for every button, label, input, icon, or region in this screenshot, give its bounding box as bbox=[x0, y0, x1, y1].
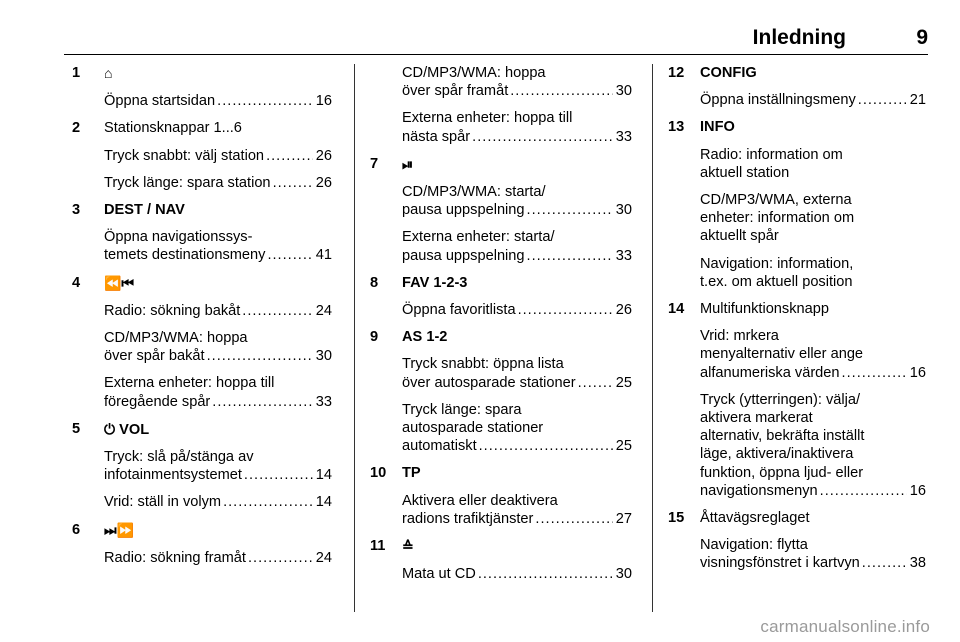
description-line-with-page bbox=[104, 246, 332, 264]
entry-heading bbox=[370, 464, 632, 482]
entry-description bbox=[72, 448, 332, 484]
entry-description bbox=[370, 355, 632, 391]
control-name: FAV 1-2-3 bbox=[402, 274, 468, 291]
dot-leader bbox=[479, 437, 613, 455]
entry-number: 2 bbox=[72, 120, 81, 137]
entry-description bbox=[72, 147, 332, 165]
description-line-with-page bbox=[402, 301, 632, 319]
control-entry bbox=[370, 274, 632, 319]
entry-heading bbox=[72, 420, 332, 439]
entry-number: 7 bbox=[370, 155, 379, 172]
column-3 bbox=[668, 64, 926, 582]
description-line: Vrid: mrkera bbox=[700, 328, 779, 345]
description-text: Tryck snabbt: välj station bbox=[104, 147, 265, 164]
entry-heading bbox=[72, 119, 332, 137]
description-line: alternativ, bekräfta inställt bbox=[700, 428, 865, 445]
control-entry bbox=[370, 155, 632, 265]
description-text: Mata ut CD bbox=[402, 566, 476, 583]
entry-description bbox=[72, 228, 332, 264]
entry-description bbox=[72, 493, 332, 511]
page-reference-link[interactable]: 21 bbox=[909, 92, 926, 109]
description-line-with-page bbox=[402, 128, 632, 146]
description-text: radions trafiktjänster bbox=[402, 510, 534, 527]
dot-leader bbox=[578, 374, 613, 392]
description-line-with-page bbox=[104, 549, 332, 567]
page-reference-link[interactable]: 26 bbox=[315, 147, 332, 164]
description-line: aktuellt spår bbox=[700, 228, 779, 245]
play-pause-icon: ⏯ bbox=[402, 155, 414, 172]
entry-number: 1 bbox=[72, 65, 81, 81]
description-text: Tryck länge: spara station bbox=[104, 174, 271, 191]
entry-description bbox=[72, 302, 332, 320]
page-reference-link[interactable]: 24 bbox=[315, 302, 332, 319]
description-line: Radio: information om bbox=[700, 146, 843, 163]
description-line: Tryck: slå på/stänga av bbox=[104, 449, 254, 466]
description-line: Externa enheter: hoppa till bbox=[402, 110, 573, 127]
description-text: nästa spår bbox=[402, 128, 471, 145]
description-line: aktivera markerat bbox=[700, 410, 813, 427]
description-line-with-page bbox=[104, 174, 332, 192]
description-text: automatiskt bbox=[402, 438, 477, 455]
dot-leader bbox=[820, 482, 907, 500]
seek-forward-icon: ⏭⏩ bbox=[104, 521, 135, 538]
description-line: Navigation: information, bbox=[700, 255, 854, 272]
entry-heading bbox=[668, 118, 926, 136]
description-line: autosparade stationer bbox=[402, 420, 544, 437]
dot-leader bbox=[217, 92, 313, 110]
dot-leader bbox=[527, 247, 613, 265]
description-line: CD/MP3/WMA, externa bbox=[700, 192, 852, 209]
description-text: över autosparade stationer bbox=[402, 374, 576, 391]
column-divider-1 bbox=[354, 64, 355, 612]
dot-leader bbox=[207, 347, 313, 365]
dot-leader bbox=[478, 565, 613, 583]
description-line-with-page bbox=[402, 565, 632, 583]
control-name: Multifunktionsknapp bbox=[700, 301, 829, 318]
description-line-with-page bbox=[402, 437, 632, 455]
dot-leader bbox=[472, 128, 613, 146]
entry-number: 8 bbox=[370, 274, 379, 291]
description-text: temets destinationsmeny bbox=[104, 247, 266, 264]
dot-leader bbox=[267, 246, 312, 264]
description-text: infotainmentsystemet bbox=[104, 467, 242, 484]
control-entry bbox=[72, 274, 332, 411]
description-text: Vrid: ställ in volym bbox=[104, 494, 222, 511]
description-line-with-page bbox=[104, 493, 332, 511]
page-reference-link[interactable]: 33 bbox=[315, 393, 332, 410]
entry-description bbox=[72, 329, 332, 365]
description-text: Radio: sökning bakåt bbox=[104, 302, 241, 319]
description-line-with-page bbox=[104, 302, 332, 320]
description-line: Tryck (ytterringen): välja/ bbox=[700, 391, 861, 408]
description-line-with-page bbox=[402, 374, 632, 392]
page-title: Inledning bbox=[752, 26, 846, 49]
continued-entry bbox=[370, 64, 632, 146]
description-line-with-page bbox=[700, 482, 926, 500]
dot-leader bbox=[212, 393, 312, 411]
control-name: CONFIG bbox=[700, 65, 757, 81]
description-line: aktuell station bbox=[700, 164, 790, 181]
page-reference-link[interactable]: 16 bbox=[909, 482, 926, 499]
page-reference-link[interactable]: 14 bbox=[315, 467, 332, 484]
dot-leader bbox=[527, 201, 613, 219]
description-text: Öppna inställningsmeny bbox=[700, 92, 856, 109]
entry-description bbox=[370, 492, 632, 528]
description-text: alfanumeriska värden bbox=[700, 364, 840, 381]
entry-heading bbox=[370, 537, 632, 556]
entry-description bbox=[370, 228, 632, 264]
description-line-with-page bbox=[700, 554, 926, 572]
description-line: Navigation: flytta bbox=[700, 537, 808, 554]
page-header bbox=[0, 0, 960, 56]
description-line: läge, aktivera/inaktivera bbox=[700, 446, 854, 463]
dot-leader bbox=[223, 493, 313, 511]
column-2 bbox=[370, 64, 632, 592]
watermark: carmanualsonline.info bbox=[760, 617, 930, 636]
entry-description bbox=[668, 391, 926, 500]
entry-description bbox=[370, 64, 632, 100]
control-entry bbox=[72, 201, 332, 265]
control-entry bbox=[668, 64, 926, 109]
description-line: CD/MP3/WMA: hoppa bbox=[402, 65, 546, 81]
description-line: Öppna navigationssys- bbox=[104, 229, 253, 246]
description-text: Öppna startsidan bbox=[104, 93, 216, 110]
description-line: t.ex. om aktuell position bbox=[700, 273, 853, 290]
page-reference-link[interactable]: 25 bbox=[615, 374, 632, 391]
description-text: navigationsmenyn bbox=[700, 482, 818, 499]
entry-description bbox=[370, 301, 632, 319]
control-name: TP bbox=[402, 465, 421, 482]
power-icon: ⏻ bbox=[104, 420, 116, 437]
dot-leader bbox=[858, 91, 907, 109]
entry-description bbox=[370, 401, 632, 456]
control-name: VOL bbox=[119, 421, 150, 438]
control-entry bbox=[72, 64, 332, 110]
entry-description bbox=[668, 146, 926, 182]
entry-description bbox=[668, 255, 926, 291]
entry-description bbox=[370, 565, 632, 583]
dot-leader bbox=[244, 466, 313, 484]
entry-description bbox=[72, 174, 332, 192]
description-text: över spår bakåt bbox=[104, 348, 205, 365]
page-reference-link[interactable]: 27 bbox=[615, 510, 632, 527]
entry-description bbox=[72, 92, 332, 110]
entry-description bbox=[668, 91, 926, 109]
control-name: Stationsknappar 1...6 bbox=[104, 120, 242, 137]
entry-heading bbox=[72, 201, 332, 219]
dot-leader bbox=[510, 82, 613, 100]
entry-number: 15 bbox=[668, 510, 685, 527]
control-entry bbox=[72, 420, 332, 512]
page-reference-link[interactable]: 30 bbox=[615, 566, 632, 583]
description-text: över spår framåt bbox=[402, 83, 509, 100]
page-reference-link[interactable]: 26 bbox=[615, 302, 632, 319]
control-name: INFO bbox=[700, 119, 735, 136]
description-line: Externa enheter: hoppa till bbox=[104, 375, 275, 392]
entry-heading bbox=[72, 521, 332, 540]
description-line-with-page bbox=[104, 92, 332, 110]
home-icon: ⌂ bbox=[104, 65, 113, 81]
page-reference-link[interactable]: 30 bbox=[315, 348, 332, 365]
dot-leader bbox=[266, 147, 313, 165]
entry-number: 14 bbox=[668, 301, 685, 318]
description-text: pausa uppspelning bbox=[402, 247, 525, 264]
description-line: Tryck länge: spara bbox=[402, 401, 522, 418]
description-line: menyalternativ eller ange bbox=[700, 346, 864, 363]
description-text: Öppna favoritlista bbox=[402, 302, 516, 319]
control-entry bbox=[370, 328, 632, 455]
entry-description bbox=[668, 191, 926, 246]
entry-number: 4 bbox=[72, 274, 81, 291]
entry-heading bbox=[72, 274, 332, 293]
control-entry bbox=[668, 300, 926, 500]
entry-heading bbox=[370, 274, 632, 292]
entry-heading bbox=[370, 328, 632, 346]
description-line-with-page bbox=[402, 247, 632, 265]
description-line-with-page bbox=[402, 82, 632, 100]
entry-heading bbox=[668, 64, 926, 82]
entry-description bbox=[668, 327, 926, 382]
page-number: 9 bbox=[916, 26, 928, 49]
description-line-with-page bbox=[104, 347, 332, 365]
dot-leader bbox=[242, 302, 312, 320]
entry-heading bbox=[72, 64, 332, 83]
page-reference-link[interactable]: 38 bbox=[909, 555, 926, 572]
dot-leader bbox=[535, 510, 612, 528]
eject-icon: ≙ bbox=[402, 538, 414, 555]
seek-back-icon: ⏪⏮ bbox=[104, 274, 135, 291]
page-reference-link[interactable]: 16 bbox=[315, 93, 332, 110]
entry-number: 10 bbox=[370, 465, 387, 482]
entry-number: 11 bbox=[370, 538, 386, 555]
dot-leader bbox=[842, 364, 907, 382]
description-line: Tryck snabbt: öppna lista bbox=[402, 356, 564, 373]
description-line-with-page bbox=[700, 364, 926, 382]
description-line-with-page bbox=[402, 201, 632, 219]
description-line-with-page bbox=[402, 510, 632, 528]
entry-number: 5 bbox=[72, 420, 81, 437]
description-line: enheter: information om bbox=[700, 210, 855, 227]
page-reference-link[interactable]: 41 bbox=[315, 247, 332, 264]
control-entry bbox=[668, 118, 926, 291]
control-name: AS 1-2 bbox=[402, 329, 448, 346]
page-reference-link[interactable]: 25 bbox=[615, 438, 632, 455]
description-text: föregående spår bbox=[104, 393, 211, 410]
control-entry bbox=[370, 537, 632, 583]
entry-number: 6 bbox=[72, 521, 81, 538]
page-reference-link[interactable]: 30 bbox=[615, 83, 632, 100]
entry-number: 9 bbox=[370, 329, 379, 346]
control-entry bbox=[370, 464, 632, 528]
entry-description bbox=[370, 109, 632, 145]
entry-heading bbox=[668, 509, 926, 527]
dot-leader bbox=[248, 549, 313, 567]
description-text: pausa uppspelning bbox=[402, 202, 525, 219]
description-line: Aktivera eller deaktivera bbox=[402, 492, 558, 509]
description-line-with-page bbox=[104, 466, 332, 484]
entry-description bbox=[668, 536, 926, 572]
control-name: Åttavägsreglaget bbox=[700, 510, 810, 527]
control-entry bbox=[72, 119, 332, 192]
dot-leader bbox=[862, 554, 907, 572]
entry-description bbox=[370, 183, 632, 219]
page-reference-link[interactable]: 30 bbox=[615, 202, 632, 219]
entry-number: 3 bbox=[72, 202, 81, 219]
page-reference-link[interactable]: 14 bbox=[315, 494, 332, 511]
page-reference-link[interactable]: 24 bbox=[315, 549, 332, 566]
description-line: CD/MP3/WMA: starta/ bbox=[402, 184, 546, 201]
page-reference-link[interactable]: 33 bbox=[615, 128, 632, 145]
page-reference-link[interactable]: 26 bbox=[315, 174, 332, 191]
description-line-with-page bbox=[104, 147, 332, 165]
entry-number: 12 bbox=[668, 65, 685, 81]
entry-description bbox=[72, 549, 332, 567]
control-entry bbox=[72, 521, 332, 567]
column-divider-2 bbox=[652, 64, 653, 612]
dot-leader bbox=[273, 174, 313, 192]
control-name: DEST / NAV bbox=[104, 202, 185, 219]
description-line-with-page bbox=[104, 393, 332, 411]
column-1 bbox=[72, 64, 332, 576]
entry-heading bbox=[370, 155, 632, 174]
control-entry bbox=[668, 509, 926, 573]
description-line: funktion, öppna ljud- eller bbox=[700, 464, 864, 481]
page-reference-link[interactable]: 16 bbox=[909, 364, 926, 381]
description-line: Externa enheter: starta/ bbox=[402, 229, 555, 246]
dot-leader bbox=[518, 301, 613, 319]
page-reference-link[interactable]: 33 bbox=[615, 247, 632, 264]
entry-heading bbox=[668, 300, 926, 318]
description-line: CD/MP3/WMA: hoppa bbox=[104, 330, 248, 347]
entry-number: 13 bbox=[668, 119, 685, 136]
entry-description bbox=[72, 374, 332, 410]
description-line-with-page bbox=[700, 91, 926, 109]
description-text: visningsfönstret i kartvyn bbox=[700, 555, 860, 572]
header-divider bbox=[64, 54, 928, 55]
description-text: Radio: sökning framåt bbox=[104, 549, 246, 566]
